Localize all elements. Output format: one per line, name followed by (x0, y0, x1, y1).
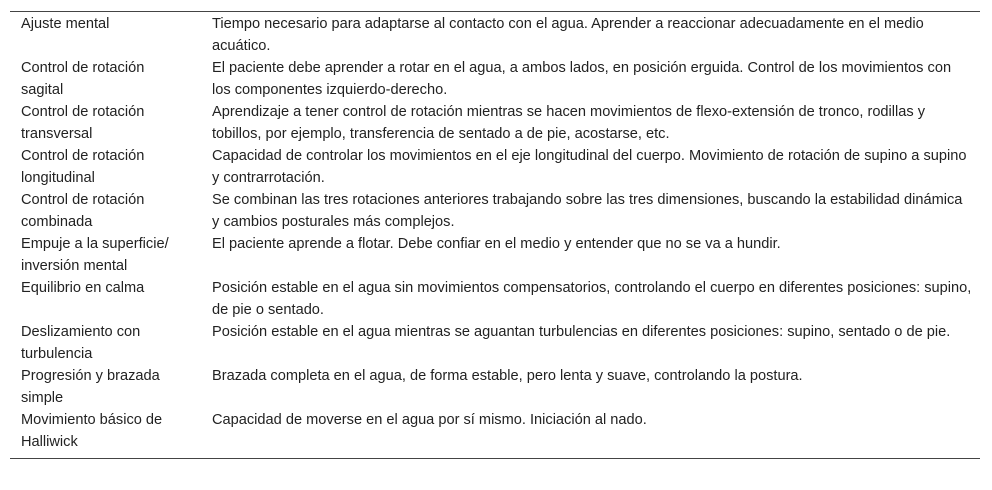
row-term: Control de rotación longitudinal (21, 148, 145, 186)
table-row (10, 234, 980, 278)
row-description: Posición estable en el agua sin movimientos compensatorios, controlando el cuerpo en diferentes posiciones: supino, de pie o sentado. (212, 280, 972, 318)
table-row (10, 278, 980, 322)
row-term: Ajuste mental (21, 16, 110, 32)
row-term: Deslizamiento con turbulencia (21, 324, 141, 362)
row-term: Control de rotación transversal (21, 104, 145, 142)
row-description: Capacidad de moverse en el agua por sí mismo. Iniciación al nado. (212, 412, 647, 428)
row-description: Brazada completa en el agua, de forma estable, pero lenta y suave, controlando la postura. (212, 368, 803, 384)
row-term: Control de rotación sagital (21, 60, 145, 98)
table-row (10, 366, 980, 410)
table-row (10, 58, 980, 102)
row-description: Capacidad de controlar los movimientos en el eje longitudinal del cuerpo. Movimiento de rotación de supino a supino y contrarrotación. (212, 148, 967, 186)
row-term: Empuje a la superficie/ inversión mental (21, 236, 169, 274)
table-row (10, 14, 980, 58)
row-term: Progresión y brazada simple (21, 368, 160, 406)
row-description: Se combinan las tres rotaciones anteriores trabajando sobre las tres dimensiones, buscando la estabilidad dinámica y cambios posturales más complejos. (212, 192, 963, 230)
row-description: El paciente aprende a flotar. Debe confiar en el medio y entender que no se va a hundir. (212, 236, 781, 252)
row-term: Control de rotación combinada (21, 192, 145, 230)
row-description: El paciente debe aprender a rotar en el agua, a ambos lados, en posición erguida. Control de los movimientos con los componentes izquierdo-derecho. (212, 60, 952, 98)
table-row (10, 102, 980, 146)
table-row (10, 322, 980, 366)
row-term: Movimiento básico de Halliwick (21, 412, 163, 450)
halliwick-table-grid (10, 14, 980, 454)
table-row (10, 190, 980, 234)
row-term: Equilibrio en calma (21, 280, 145, 296)
table-row (10, 146, 980, 190)
row-description: Aprendizaje a tener control de rotación mientras se hacen movimientos de flexo-extensión de tronco, rodillas y tobillos, por ejemplo, transferencia de sentado a de pie, acostarse, etc. (212, 104, 926, 142)
table-row (10, 410, 980, 454)
halliwick-table (10, 11, 980, 459)
row-description: Tiempo necesario para adaptarse al contacto con el agua. Aprender a reaccionar adecuadamente en el medio acuático. (212, 16, 924, 54)
row-description: Posición estable en el agua mientras se aguantan turbulencias en diferentes posiciones: supino, sentado o de pie. (212, 324, 951, 340)
